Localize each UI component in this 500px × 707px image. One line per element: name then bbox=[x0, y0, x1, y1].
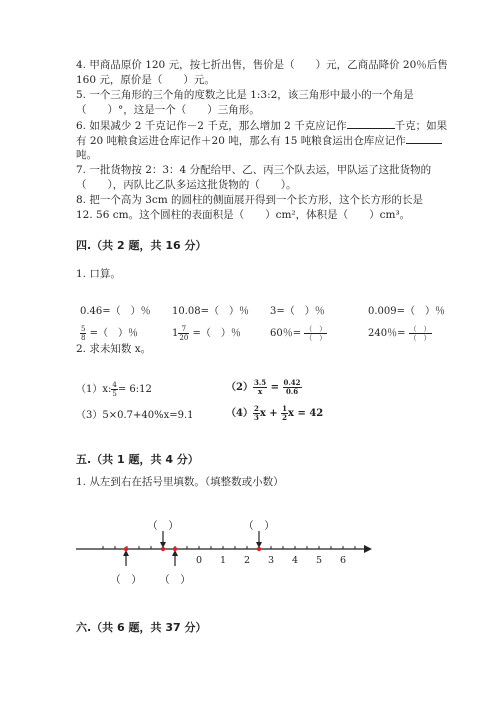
nl-label-0: 0 bbox=[195, 555, 203, 566]
s4-q1-title: 1. 口算。 bbox=[76, 268, 121, 280]
marker-point-2 bbox=[161, 547, 165, 551]
q6-line1-part1: 6. 如果减少 2 千克记作－2 千克，那么增加 2 千克应记作 bbox=[76, 120, 347, 132]
nl-label-4: 4 bbox=[291, 555, 299, 566]
number-line-arrowhead bbox=[364, 545, 372, 553]
frac-5-8: $\frac{5}{8}$ bbox=[81, 325, 86, 342]
frac-7-20: $\frac{7}{20}$ bbox=[179, 325, 189, 342]
q5-line2: （ ）°，这是一个（ ）三角形。 bbox=[76, 104, 260, 116]
q7-line1: 7. 一批货物按 2：3：4 分配给甲、乙、丙三个队去运，甲队运了这批货物的 bbox=[76, 164, 432, 176]
section4-title: 四.（共 2 题，共 16 分） bbox=[76, 239, 207, 252]
q8-line1: 8. 把一个高为 3cm 的圆柱的侧面展开得到一个长方形，这个长方形的长是 bbox=[76, 194, 424, 206]
nl-label-3: 3 bbox=[267, 555, 275, 566]
q4-line1: 4. 甲商品原价 120 元，按七折出售，售价是（ ）元，乙商品降价 20％后售 bbox=[76, 59, 448, 71]
q8-line2: 12. 56 cm。这个圆柱的表面积是（ ）cm²，体积是（ ）cm³。 bbox=[76, 209, 411, 221]
calc-r1-c1: 0.46=（ ）％ bbox=[80, 306, 151, 317]
nl-label-2: 2 bbox=[243, 555, 251, 566]
q7-line2: （ ），丙队比乙队多运这批货物的（ ）。 bbox=[76, 179, 297, 191]
answer-paren-top-2[interactable]: （ ） bbox=[243, 520, 275, 532]
eq4: （4） $\frac{2}{3}$ x + $\frac{1}{2}$ x = 42 bbox=[226, 404, 324, 422]
eq2-frac1: $\frac{3.5}{x}$ bbox=[253, 378, 267, 396]
calc-r2-c3: 60％= $\frac{( )}{( )}$ bbox=[270, 325, 327, 342]
nl-label-5: 5 bbox=[315, 555, 323, 566]
q6-line3: 吨。 bbox=[76, 149, 97, 161]
marker-point-3 bbox=[173, 547, 177, 551]
q5-line1: 5. 一个三角形的三个角的度数之比是 1:3:2，该三角形中最小的一个角是 bbox=[76, 89, 414, 101]
eq4-frac1: $\frac{2}{3}$ bbox=[253, 404, 259, 422]
frac-blank-240[interactable]: $\frac{( )}{( )}$ bbox=[409, 325, 431, 342]
nl-label-1: 1 bbox=[219, 555, 227, 566]
frac-blank-60[interactable]: $\frac{( )}{( )}$ bbox=[305, 325, 327, 342]
calc-r2-c2: 1 $\frac{7}{20}$ =（ ）％ bbox=[172, 325, 241, 342]
section5-title: 五.（共 1 题，共 4 分） bbox=[76, 453, 199, 466]
answer-paren-bottom-1[interactable]: （ ） bbox=[110, 574, 142, 586]
eq1-frac: $\frac{4}{5}$ bbox=[112, 381, 117, 398]
calc-r2-c1: $\frac{5}{8}$ =（ ）％ bbox=[81, 325, 139, 342]
calc-r1-c3: 3=（ ）％ bbox=[270, 306, 325, 317]
answer-paren-bottom-2[interactable]: （ ） bbox=[159, 574, 191, 586]
s4-q2-title: 2. 求未知数 x。 bbox=[76, 343, 152, 355]
q6-line1-part2: 千克；如果 bbox=[394, 120, 448, 132]
eq2-frac2: $\frac{0.42}{0.6}$ bbox=[283, 378, 301, 396]
q6-line2-part1: 有 20 吨粮食运进仓库记作＋20 吨，那么有 15 吨粮食运出仓库应记作 bbox=[76, 135, 406, 147]
eq2: （2） $\frac{3.5}{x}$ = $\frac{0.42}{0.6}$ bbox=[226, 378, 301, 396]
eq3: （3）5×0.7+40%x=9.1 bbox=[76, 410, 194, 421]
eq4-frac2: $\frac{1}{2}$ bbox=[282, 404, 288, 422]
calc-r1-c2: 10.08=（ ）％ bbox=[172, 306, 250, 317]
eq1: （1）x: $\frac{4}{5}$ = 6:12 bbox=[76, 381, 152, 398]
marker-point-4 bbox=[257, 547, 261, 551]
calc-r2-c4: 240％= $\frac{( )}{( )}$ bbox=[368, 325, 431, 342]
answer-paren-top-1[interactable]: （ ） bbox=[147, 520, 179, 532]
section6-title: 六.（共 6 题，共 37 分） bbox=[76, 621, 207, 634]
marker-point-1 bbox=[124, 547, 128, 551]
calc-r1-c4: 0.009=（ ）％ bbox=[368, 306, 446, 317]
s5-q1-title: 1. 从左到右在括号里填数。（填整数或小数） bbox=[76, 476, 284, 488]
q4-line2: 160 元，原价是（ ）元。 bbox=[76, 74, 215, 86]
nl-label-6: 6 bbox=[339, 555, 347, 566]
